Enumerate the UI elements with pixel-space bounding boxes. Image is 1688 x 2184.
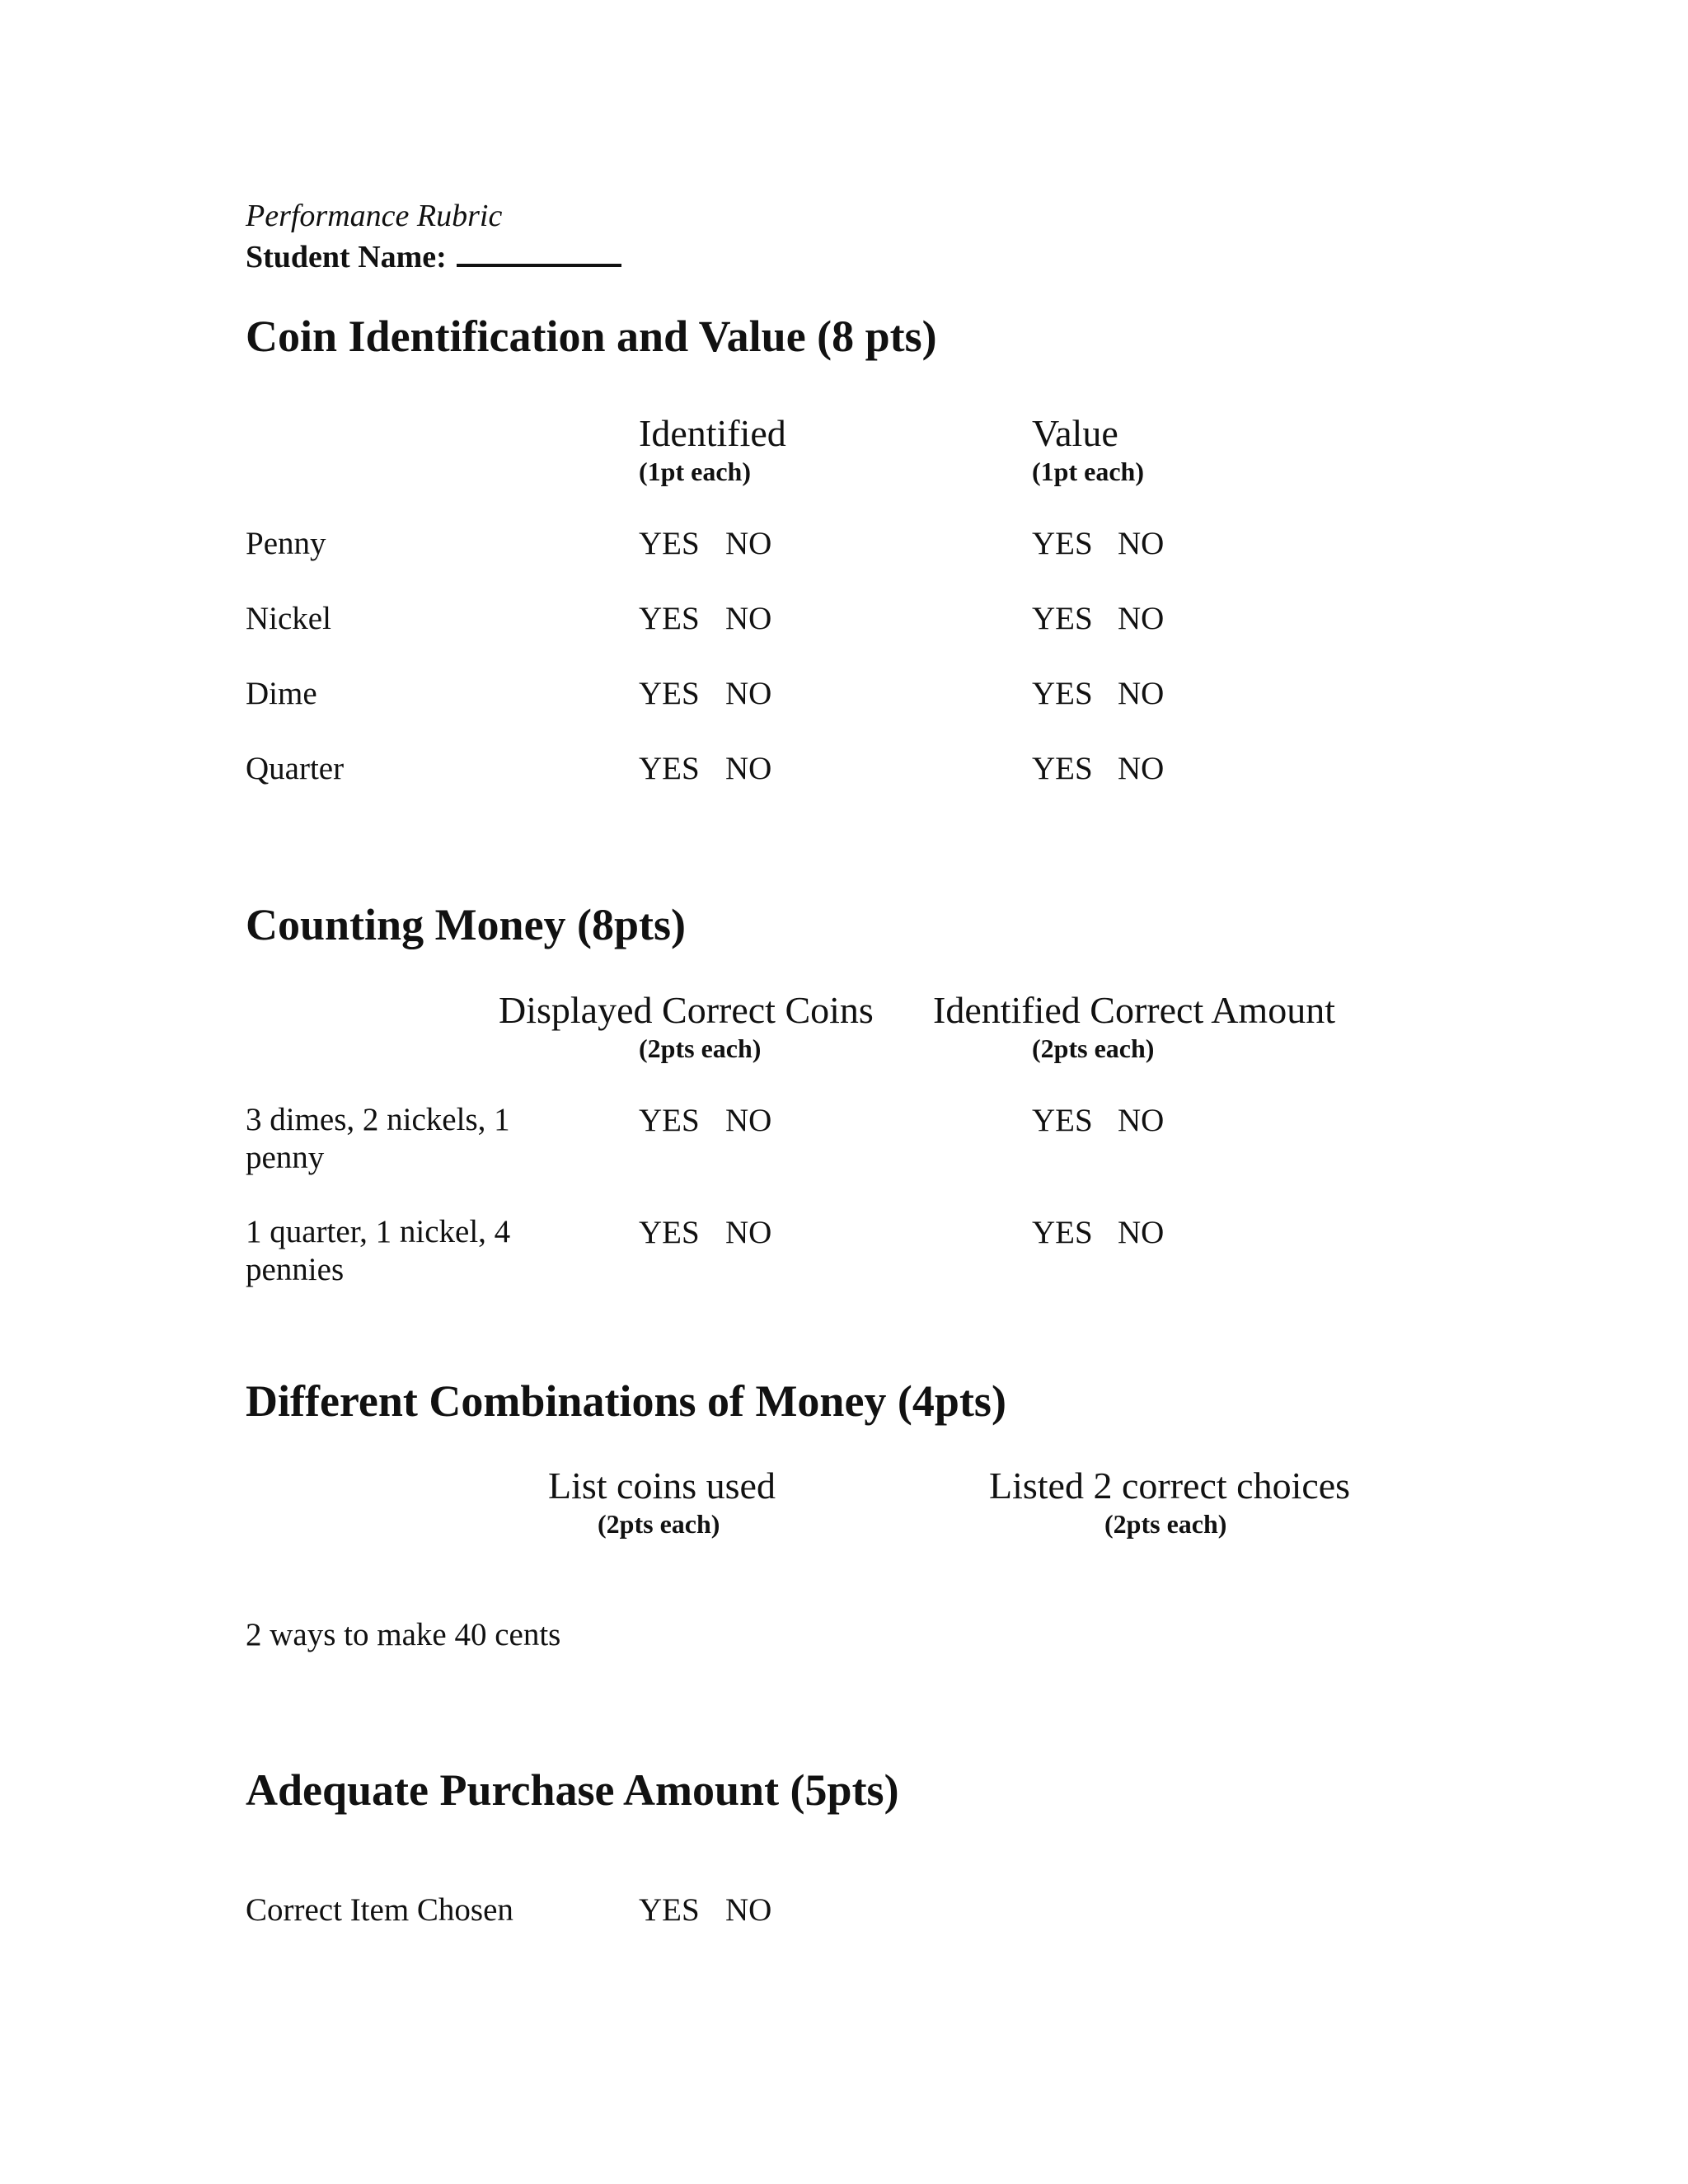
row-label-correct-item: Correct Item Chosen	[246, 1892, 513, 1928]
quarter-identified-yes[interactable]: YES	[639, 751, 700, 786]
row2-amount-no[interactable]: NO	[1118, 1215, 1165, 1250]
nickel-identified-yes[interactable]: YES	[639, 601, 700, 636]
nickel-value-yes[interactable]: YES	[1032, 601, 1093, 636]
section-purchase-amount-title: Adequate Purchase Amount (5pts)	[246, 1765, 899, 1815]
column-points-value: (1pt each)	[1032, 457, 1144, 486]
column-points-list-coins: (2pts each)	[598, 1509, 720, 1539]
row-label-dime: Dime	[246, 676, 317, 711]
document-subtitle: Performance Rubric	[246, 199, 503, 233]
row-label-quarter: Quarter	[246, 751, 345, 786]
column-points-identified: (1pt each)	[639, 457, 751, 486]
row1-displayed-no[interactable]: NO	[725, 1103, 772, 1138]
penny-value-no[interactable]: NO	[1118, 526, 1165, 561]
section-combinations-title: Different Combinations of Money (4pts)	[246, 1376, 1006, 1426]
column-points-identified-amount: (2pts each)	[1032, 1033, 1155, 1063]
row-label-penny: Penny	[246, 526, 326, 561]
row2-displayed-no[interactable]: NO	[725, 1215, 772, 1250]
section-counting-money-title: Counting Money (8pts)	[246, 900, 687, 949]
row-label-nickel: Nickel	[246, 601, 331, 636]
quarter-value-yes[interactable]: YES	[1032, 751, 1093, 786]
row-label-40-cents: 2 ways to make 40 cents	[246, 1617, 561, 1652]
row1-amount-no[interactable]: NO	[1118, 1103, 1165, 1138]
column-header-correct-choices: Listed 2 correct choices	[989, 1465, 1351, 1507]
column-points-correct-choices: (2pts each)	[1104, 1509, 1227, 1539]
penny-identified-yes[interactable]: YES	[639, 526, 700, 561]
row-label-3-dimes: 3 dimes, 2 nickels, 1 penny	[246, 1102, 510, 1175]
column-header-list-coins: List coins used	[548, 1465, 776, 1507]
quarter-identified-no[interactable]: NO	[725, 751, 772, 786]
penny-value-yes[interactable]: YES	[1032, 526, 1093, 561]
row-label-1-quarter: 1 quarter, 1 nickel, 4 pennies	[246, 1214, 511, 1287]
student-name-line	[246, 239, 621, 273]
correct-item-yes[interactable]: YES	[639, 1892, 700, 1928]
quarter-value-no[interactable]: NO	[1118, 751, 1165, 786]
penny-identified-no[interactable]: NO	[725, 526, 772, 561]
nickel-value-no[interactable]: NO	[1118, 601, 1165, 636]
row1-displayed-yes[interactable]: YES	[639, 1103, 700, 1138]
column-header-displayed-coins: Displayed Correct Coins	[499, 989, 874, 1031]
column-points-displayed-coins: (2pts each)	[639, 1033, 762, 1063]
student-name-blank[interactable]	[457, 239, 621, 267]
column-header-identified-amount: Identified Correct Amount	[933, 989, 1335, 1031]
column-header-identified: Identified	[639, 412, 786, 454]
dime-identified-yes[interactable]: YES	[639, 676, 700, 711]
nickel-identified-no[interactable]: NO	[725, 601, 772, 636]
dime-value-no[interactable]: NO	[1118, 676, 1165, 711]
dime-identified-no[interactable]: NO	[725, 676, 772, 711]
row1-amount-yes[interactable]: YES	[1032, 1103, 1093, 1138]
dime-value-yes[interactable]: YES	[1032, 676, 1093, 711]
column-header-value: Value	[1032, 412, 1118, 454]
correct-item-no[interactable]: NO	[725, 1892, 772, 1928]
student-name-label: Student Name:	[246, 240, 447, 274]
row2-amount-yes[interactable]: YES	[1032, 1215, 1093, 1250]
row2-displayed-yes[interactable]: YES	[639, 1215, 700, 1250]
section-coin-identification-title: Coin Identification and Value (8 pts)	[246, 312, 937, 361]
